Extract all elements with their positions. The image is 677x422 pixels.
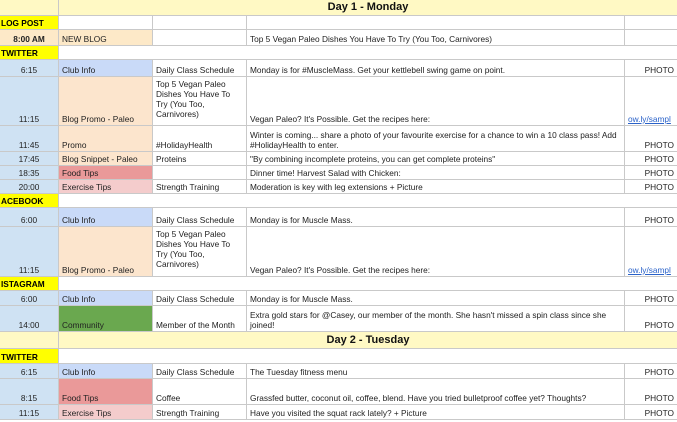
category-cell[interactable]: Daily Class Schedule: [153, 364, 247, 379]
content-cell[interactable]: Monday is for Muscle Mass.: [247, 291, 625, 306]
table-row: [0, 152, 677, 166]
type-cell[interactable]: Club Info: [59, 208, 153, 227]
category-cell[interactable]: Member of the Month: [153, 306, 247, 332]
cell[interactable]: [59, 349, 677, 364]
time-cell[interactable]: 8:00 AM: [0, 30, 59, 46]
content-cell[interactable]: Winter is coming... share a photo of your favourite exercise for a chance to win a 10 class pass! Add #HolidayHealth to enter.: [247, 126, 625, 152]
content-cell[interactable]: Moderation is key with leg extensions + Picture: [247, 180, 625, 194]
time-cell[interactable]: 18:35: [0, 166, 59, 180]
time-cell[interactable]: 14:00: [0, 306, 59, 332]
type-cell[interactable]: Exercise Tips: [59, 405, 153, 420]
media-cell[interactable]: PHOTO: [625, 291, 677, 306]
content-cell[interactable]: Monday is for #MuscleMass. Get your kettlebell swing game on point.: [247, 60, 625, 77]
media-cell[interactable]: PHOTO: [625, 405, 677, 420]
day-header-row: [0, 332, 677, 349]
media-cell[interactable]: PHOTO: [625, 379, 677, 405]
table-row: [0, 405, 677, 420]
day-title[interactable]: Day 1 - Monday: [59, 0, 677, 16]
media-cell[interactable]: PHOTO: [625, 60, 677, 77]
type-cell[interactable]: Blog Snippet - Paleo: [59, 152, 153, 166]
day-title[interactable]: Day 2 - Tuesday: [59, 332, 677, 349]
table-row: [0, 166, 677, 180]
time-cell[interactable]: 11:15: [0, 227, 59, 277]
table-row: [0, 291, 677, 306]
category-cell[interactable]: [153, 166, 247, 180]
type-cell[interactable]: Club Info: [59, 364, 153, 379]
time-cell[interactable]: 6:15: [0, 364, 59, 379]
type-cell[interactable]: NEW BLOG: [59, 30, 153, 46]
content-cell[interactable]: Have you visited the squat rack lately? + Picture: [247, 405, 625, 420]
cell[interactable]: [625, 16, 677, 30]
section-row: [0, 349, 677, 364]
table-row: [0, 227, 677, 277]
media-cell[interactable]: PHOTO: [625, 364, 677, 379]
time-cell[interactable]: 11:45: [0, 126, 59, 152]
table-row: [0, 379, 677, 405]
content-cell[interactable]: Vegan Paleo? It's Possible. Get the recipes here:: [247, 77, 625, 126]
media-link[interactable]: ow.ly/sampl: [625, 77, 677, 126]
category-cell[interactable]: Daily Class Schedule: [153, 208, 247, 227]
category-cell[interactable]: Daily Class Schedule: [153, 291, 247, 306]
type-cell[interactable]: Blog Promo - Paleo: [59, 227, 153, 277]
content-cell[interactable]: Extra gold stars for @Casey, our member of the month. She hasn't missed a spin class since she joined!: [247, 306, 625, 332]
category-cell[interactable]: Daily Class Schedule: [153, 60, 247, 77]
table-row: [0, 77, 677, 126]
time-cell[interactable]: 6:00: [0, 208, 59, 227]
media-cell[interactable]: PHOTO: [625, 208, 677, 227]
section-row: [0, 16, 677, 30]
category-cell[interactable]: Top 5 Vegan Paleo Dishes You Have To Try (You Too, Carnivores): [153, 77, 247, 126]
type-cell[interactable]: Club Info: [59, 291, 153, 306]
table-row: [0, 60, 677, 77]
category-cell[interactable]: Proteins: [153, 152, 247, 166]
day-header-left-cell[interactable]: [0, 0, 59, 16]
category-cell[interactable]: Strength Training: [153, 405, 247, 420]
time-cell[interactable]: 17:45: [0, 152, 59, 166]
cell[interactable]: [59, 277, 677, 291]
content-cell[interactable]: Vegan Paleo? It's Possible. Get the recipes here:: [247, 227, 625, 277]
content-cell[interactable]: "By combining incomplete proteins, you can get complete proteins": [247, 152, 625, 166]
type-cell[interactable]: Food Tips: [59, 166, 153, 180]
media-cell[interactable]: PHOTO: [625, 126, 677, 152]
time-cell[interactable]: 6:00: [0, 291, 59, 306]
content-cell[interactable]: Monday is for Muscle Mass.: [247, 208, 625, 227]
cell[interactable]: [247, 16, 625, 30]
category-cell[interactable]: Coffee: [153, 379, 247, 405]
section-row: [0, 46, 677, 60]
media-cell[interactable]: PHOTO: [625, 180, 677, 194]
type-cell[interactable]: Club Info: [59, 60, 153, 77]
table-row: [0, 364, 677, 379]
type-cell[interactable]: Food Tips: [59, 379, 153, 405]
content-cell[interactable]: The Tuesday fitness menu: [247, 364, 625, 379]
type-cell[interactable]: Community: [59, 306, 153, 332]
category-cell[interactable]: Strength Training: [153, 180, 247, 194]
type-cell[interactable]: Blog Promo - Paleo: [59, 77, 153, 126]
table-row: [0, 208, 677, 227]
media-cell[interactable]: PHOTO: [625, 166, 677, 180]
media-cell[interactable]: [625, 30, 677, 46]
table-row: [0, 30, 677, 46]
type-cell[interactable]: Promo: [59, 126, 153, 152]
cell[interactable]: [59, 46, 677, 60]
section-label[interactable]: ACEBOOK: [0, 194, 59, 208]
time-cell[interactable]: 6:15: [0, 60, 59, 77]
type-cell[interactable]: Exercise Tips: [59, 180, 153, 194]
section-label[interactable]: LOG POST: [0, 16, 59, 30]
content-cell[interactable]: Top 5 Vegan Paleo Dishes You Have To Try (You Too, Carnivores): [247, 30, 625, 46]
table-row: [0, 180, 677, 194]
category-cell[interactable]: #HolidayHealth: [153, 126, 247, 152]
time-cell[interactable]: 8:15: [0, 379, 59, 405]
media-cell[interactable]: PHOTO: [625, 152, 677, 166]
section-row: [0, 277, 677, 291]
cell[interactable]: [59, 194, 677, 208]
media-link[interactable]: ow.ly/sampl: [625, 227, 677, 277]
category-cell[interactable]: Top 5 Vegan Paleo Dishes You Have To Try (You Too, Carnivores): [153, 227, 247, 277]
table-row: [0, 126, 677, 152]
section-label[interactable]: TWITTER: [0, 46, 59, 60]
section-row: [0, 194, 677, 208]
day-header-left-cell[interactable]: [0, 332, 59, 349]
category-cell[interactable]: [153, 30, 247, 46]
time-cell[interactable]: 11:15: [0, 405, 59, 420]
content-cell[interactable]: Grassfed butter, coconut oil, coffee, blend. Have you tried bulletproof coffee yet? Thoughts?: [247, 379, 625, 405]
content-cell[interactable]: Dinner time! Harvest Salad with Chicken:: [247, 166, 625, 180]
section-label[interactable]: TWITTER: [0, 349, 59, 364]
cell[interactable]: [153, 16, 247, 30]
day-header-row: [0, 0, 677, 16]
section-label[interactable]: ISTAGRAM: [0, 277, 59, 291]
table-row: [0, 306, 677, 332]
media-cell[interactable]: PHOTO: [625, 306, 677, 332]
cell[interactable]: [59, 16, 153, 30]
time-cell[interactable]: 20:00: [0, 180, 59, 194]
time-cell[interactable]: 11:15: [0, 77, 59, 126]
